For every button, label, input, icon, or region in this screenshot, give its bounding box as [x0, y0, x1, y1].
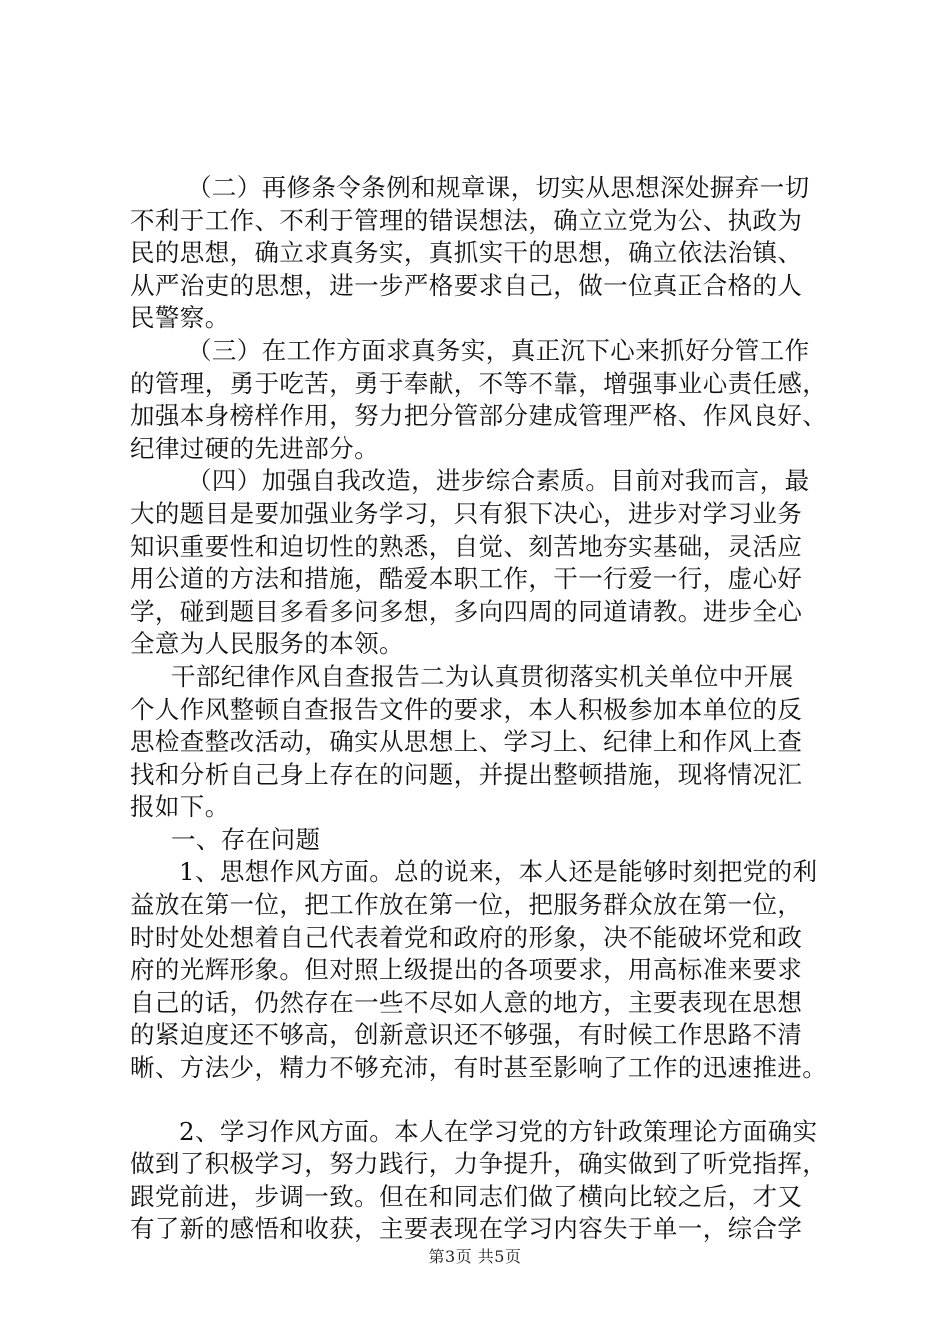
paragraph-line: 自己的话，仍然存在一些不尽如人意的地方，主要表现在思想 [130, 987, 803, 1017]
paragraph-line: 府的光辉形象。但对照上级提出的各项要求，用高标准来要求 [130, 955, 803, 985]
paragraph-line: 晰、方法少，精力不够充沛，有时甚至影响了工作的迅速推进。 [130, 1053, 828, 1083]
paragraph-gap [130, 1085, 830, 1116]
paragraph-line: 1、思想作风方面。总的说来，本人还是能够时刻把党的利 [179, 857, 818, 887]
document-body [130, 172, 830, 1246]
paragraph-line: 知识重要性和迫切性的熟悉，自觉、刻苦地夯实基础，灵活应 [130, 531, 803, 561]
paragraph-line: 有了新的感悟和收获，主要表现在学习内容失于单一，综合学 [130, 1214, 803, 1244]
paragraph-line: 大的题目是要加强业务学习，只有狠下决心，进步对学习业务 [130, 498, 803, 528]
paragraph-line: 益放在第一位，把工作放在第一位，把服务群众放在第一位， [130, 890, 803, 920]
paragraph-line: 个人作风整顿自查报告文件的要求，本人积极参加本单位的反 [130, 694, 803, 724]
paragraph-line: 纪律过硬的先进部分。 [130, 433, 379, 463]
paragraph-line: 民警察。 [130, 303, 230, 333]
paragraph-line: 用公道的方法和措施，酷爱本职工作，干一行爱一行，虚心好 [130, 564, 803, 594]
paragraph-line: 全意为人民服务的本领。 [130, 629, 404, 659]
paragraph-line: （二）再修条令条例和规章课，切实从思想深处摒弃一切 [187, 173, 810, 202]
page-number-footer: 第3页 共5页 [428, 1247, 522, 1266]
paragraph-line: 不利于工作、不利于管理的错误想法，确立立党为公、执政为 [130, 205, 803, 235]
paragraph-line: 的紧迫度还不够高，创新意识还不够强，有时候工作思路不清 [130, 1020, 803, 1050]
paragraph-line: 跟党前进，步调一致。但在和同志们做了横向比较之后，才又 [130, 1181, 803, 1211]
paragraph-line: 加强本身榜样作用，努力把分管部分建成管理严格、作风良好、 [130, 401, 828, 431]
paragraph-line: 干部纪律作风自查报告二为认真贯彻落实机关单位中开展 [171, 661, 794, 691]
paragraph-line: 的管理，勇于吃苦，勇于奉献，不等不靠，增强事业心责任感， [130, 368, 828, 398]
paragraph-line: （三）在工作方面求真务实，真正沉下心来抓好分管工作 [187, 335, 810, 365]
paragraph-line: 找和分析自己身上存在的问题，并提出整顿措施，现将情况汇 [130, 759, 803, 789]
paragraph-line: 民的思想，确立求真务实，真抓实干的思想，确立依法治镇、 [130, 238, 803, 268]
paragraph-line: 思检查整改活动，确实从思想上、学习上、纪律上和作风上查 [130, 727, 803, 757]
paragraph-line: 从严治吏的思想，进一步严格要求自己，做一位真正合格的人 [130, 270, 803, 300]
paragraph-line: 做到了积极学习，努力践行，力争提升，确实做到了听党指挥， [130, 1149, 828, 1179]
section-heading: 一、存在问题 [171, 824, 321, 854]
paragraph-line: 时时处处想着自己代表着党和政府的形象，决不能破坏党和政 [130, 922, 803, 952]
paragraph-line: 报如下。 [130, 792, 230, 822]
paragraph-line: 2、学习作风方面。本人在学习党的方针政策理论方面确实 [179, 1116, 818, 1146]
paragraph-line: 学，碰到题目多看多问多想，多向四周的同道请教。进步全心 [130, 596, 803, 626]
paragraph-line: （四）加强自我改造，进步综合素质。目前对我而言，最 [187, 466, 810, 496]
